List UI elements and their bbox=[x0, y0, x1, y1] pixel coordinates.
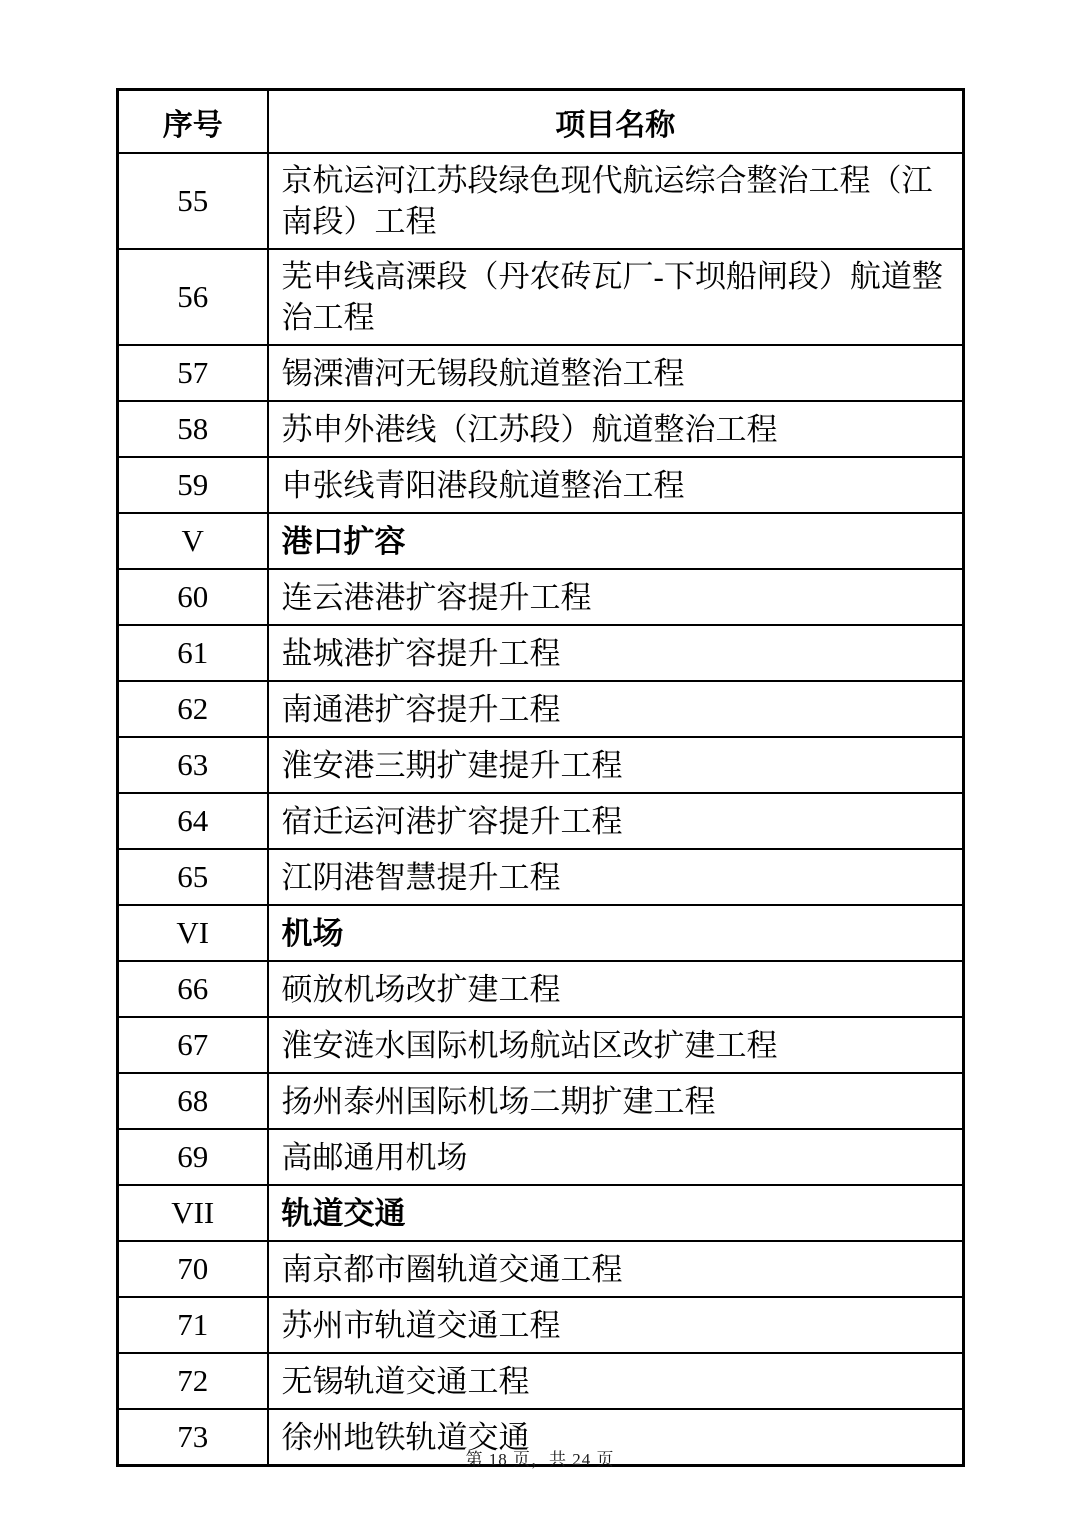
serial-number-cell: 70 bbox=[118, 1241, 268, 1297]
project-name-cell: 机场 bbox=[268, 905, 964, 961]
page-number-footer: 第 18 页，共 24 页 bbox=[465, 1450, 615, 1469]
table-row bbox=[118, 961, 964, 1017]
table-row bbox=[118, 1129, 964, 1185]
project-name-cell: 江阴港智慧提升工程 bbox=[268, 849, 964, 905]
table-body bbox=[118, 153, 964, 1466]
table-row bbox=[118, 681, 964, 737]
column-header-serial-number: 序号 bbox=[118, 90, 268, 154]
table-row bbox=[118, 1297, 964, 1353]
project-name-cell: 锡溧漕河无锡段航道整治工程 bbox=[268, 345, 964, 401]
project-name-cell: 芜申线高溧段（丹农砖瓦厂-下坝船闸段）航道整治工程 bbox=[268, 249, 964, 345]
serial-number-cell: 57 bbox=[118, 345, 268, 401]
table-row bbox=[118, 793, 964, 849]
serial-number-cell: 68 bbox=[118, 1073, 268, 1129]
project-name-cell: 硕放机场改扩建工程 bbox=[268, 961, 964, 1017]
project-list-table bbox=[116, 88, 965, 1467]
table-row bbox=[118, 1073, 964, 1129]
table-header-row bbox=[118, 90, 964, 154]
serial-number-cell: 63 bbox=[118, 737, 268, 793]
serial-number-cell: 58 bbox=[118, 401, 268, 457]
project-name-cell: 苏申外港线（江苏段）航道整治工程 bbox=[268, 401, 964, 457]
project-name-cell: 京杭运河江苏段绿色现代航运综合整治工程（江南段）工程 bbox=[268, 153, 964, 249]
project-name-cell: 南京都市圈轨道交通工程 bbox=[268, 1241, 964, 1297]
project-name-cell: 轨道交通 bbox=[268, 1185, 964, 1241]
project-name-cell: 港口扩容 bbox=[268, 513, 964, 569]
serial-number-cell: 62 bbox=[118, 681, 268, 737]
table-row bbox=[118, 345, 964, 401]
project-name-cell: 连云港港扩容提升工程 bbox=[268, 569, 964, 625]
table-row bbox=[118, 1353, 964, 1409]
serial-number-cell: 56 bbox=[118, 249, 268, 345]
serial-number-cell: 66 bbox=[118, 961, 268, 1017]
project-name-cell: 徐州地铁轨道交通 bbox=[268, 1409, 964, 1466]
project-name-cell: 宿迁运河港扩容提升工程 bbox=[268, 793, 964, 849]
serial-number-cell: 72 bbox=[118, 1353, 268, 1409]
serial-number-cell: 69 bbox=[118, 1129, 268, 1185]
serial-number-cell: 60 bbox=[118, 569, 268, 625]
serial-number-cell: 64 bbox=[118, 793, 268, 849]
table-row bbox=[118, 569, 964, 625]
table-row bbox=[118, 849, 964, 905]
project-name-cell: 南通港扩容提升工程 bbox=[268, 681, 964, 737]
project-name-cell: 苏州市轨道交通工程 bbox=[268, 1297, 964, 1353]
serial-number-cell: 65 bbox=[118, 849, 268, 905]
column-header-project-name: 项目名称 bbox=[268, 90, 964, 154]
serial-number-cell: VII bbox=[118, 1185, 268, 1241]
section-row bbox=[118, 513, 964, 569]
serial-number-cell: 61 bbox=[118, 625, 268, 681]
table-row bbox=[118, 457, 964, 513]
project-name-cell: 盐城港扩容提升工程 bbox=[268, 625, 964, 681]
table-row bbox=[118, 1017, 964, 1073]
table-row bbox=[118, 737, 964, 793]
table-row bbox=[118, 1241, 964, 1297]
table-row bbox=[118, 401, 964, 457]
serial-number-cell: V bbox=[118, 513, 268, 569]
table-row bbox=[118, 249, 964, 345]
section-row bbox=[118, 905, 964, 961]
serial-number-cell: 67 bbox=[118, 1017, 268, 1073]
project-name-cell: 扬州泰州国际机场二期扩建工程 bbox=[268, 1073, 964, 1129]
serial-number-cell: VI bbox=[118, 905, 268, 961]
project-name-cell: 高邮通用机场 bbox=[268, 1129, 964, 1185]
project-name-cell: 无锡轨道交通工程 bbox=[268, 1353, 964, 1409]
project-name-cell: 淮安港三期扩建提升工程 bbox=[268, 737, 964, 793]
project-name-cell: 淮安涟水国际机场航站区改扩建工程 bbox=[268, 1017, 964, 1073]
serial-number-cell: 55 bbox=[118, 153, 268, 249]
table-row bbox=[118, 625, 964, 681]
project-name-cell: 申张线青阳港段航道整治工程 bbox=[268, 457, 964, 513]
table-row bbox=[118, 153, 964, 249]
serial-number-cell: 59 bbox=[118, 457, 268, 513]
serial-number-cell: 71 bbox=[118, 1297, 268, 1353]
section-row bbox=[118, 1185, 964, 1241]
serial-number-cell: 73 bbox=[118, 1409, 268, 1466]
